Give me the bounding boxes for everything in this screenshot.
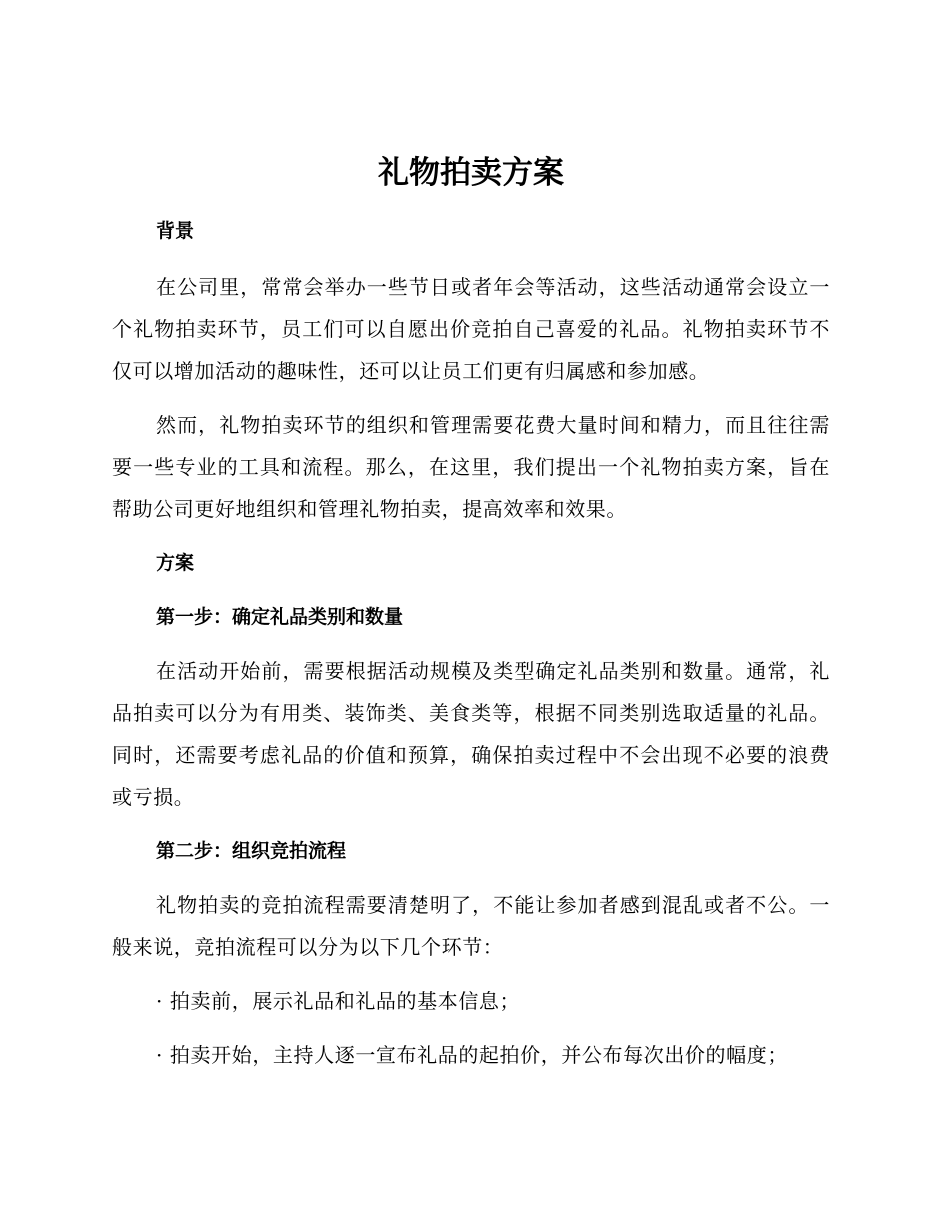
document-page: [112, 148, 830, 1076]
section-heading-step1: 第一步：确定礼品类别和数量: [156, 606, 404, 628]
section-heading-plan: 方案: [156, 552, 195, 574]
document-title: 礼物拍卖方案: [378, 155, 564, 191]
paragraph-background-2: 然而，礼物拍卖环节的组织和管理需要花费大量时间和精力，而且往往需要一些专业的工具和流程。那么，在这里，我们提出一个礼物拍卖方案，旨在帮助公司更好地组织和管理礼物拍卖，提高效率和效果。: [112, 413, 830, 521]
list-item-bullet-2: · 拍卖开始，主持人逐一宣布礼品的起拍价，并公布每次出价的幅度；: [156, 1043, 788, 1067]
paragraph-step1: 在活动开始前，需要根据活动规模及类型确定礼品类别和数量。通常，礼品拍卖可以分为有用类、装饰类、美食类等，根据不同类别选取适量的礼品。同时，还需要考虑礼品的价值和预算，确保拍卖过程中不会出现不必要的浪费或亏损。: [112, 659, 830, 809]
paragraph-step2: 礼物拍卖的竞拍流程需要清楚明了，不能让参加者感到混乱或者不公。一般来说，竞拍流程可以分为以下几个环节：: [112, 893, 830, 959]
section-heading-step2: 第二步：组织竞拍流程: [156, 840, 347, 862]
list-item-bullet-1: · 拍卖前，展示礼品和礼品的基本信息；: [156, 989, 521, 1013]
section-heading-background: 背景: [156, 220, 195, 242]
paragraph-background-1: 在公司里，常常会举办一些节日或者年会等活动，这些活动通常会设立一个礼物拍卖环节，员工们可以自愿出价竞拍自己喜爱的礼品。礼物拍卖环节不仅可以增加活动的趣味性，还可以让员工们更有归属感和参加感。: [112, 275, 830, 383]
